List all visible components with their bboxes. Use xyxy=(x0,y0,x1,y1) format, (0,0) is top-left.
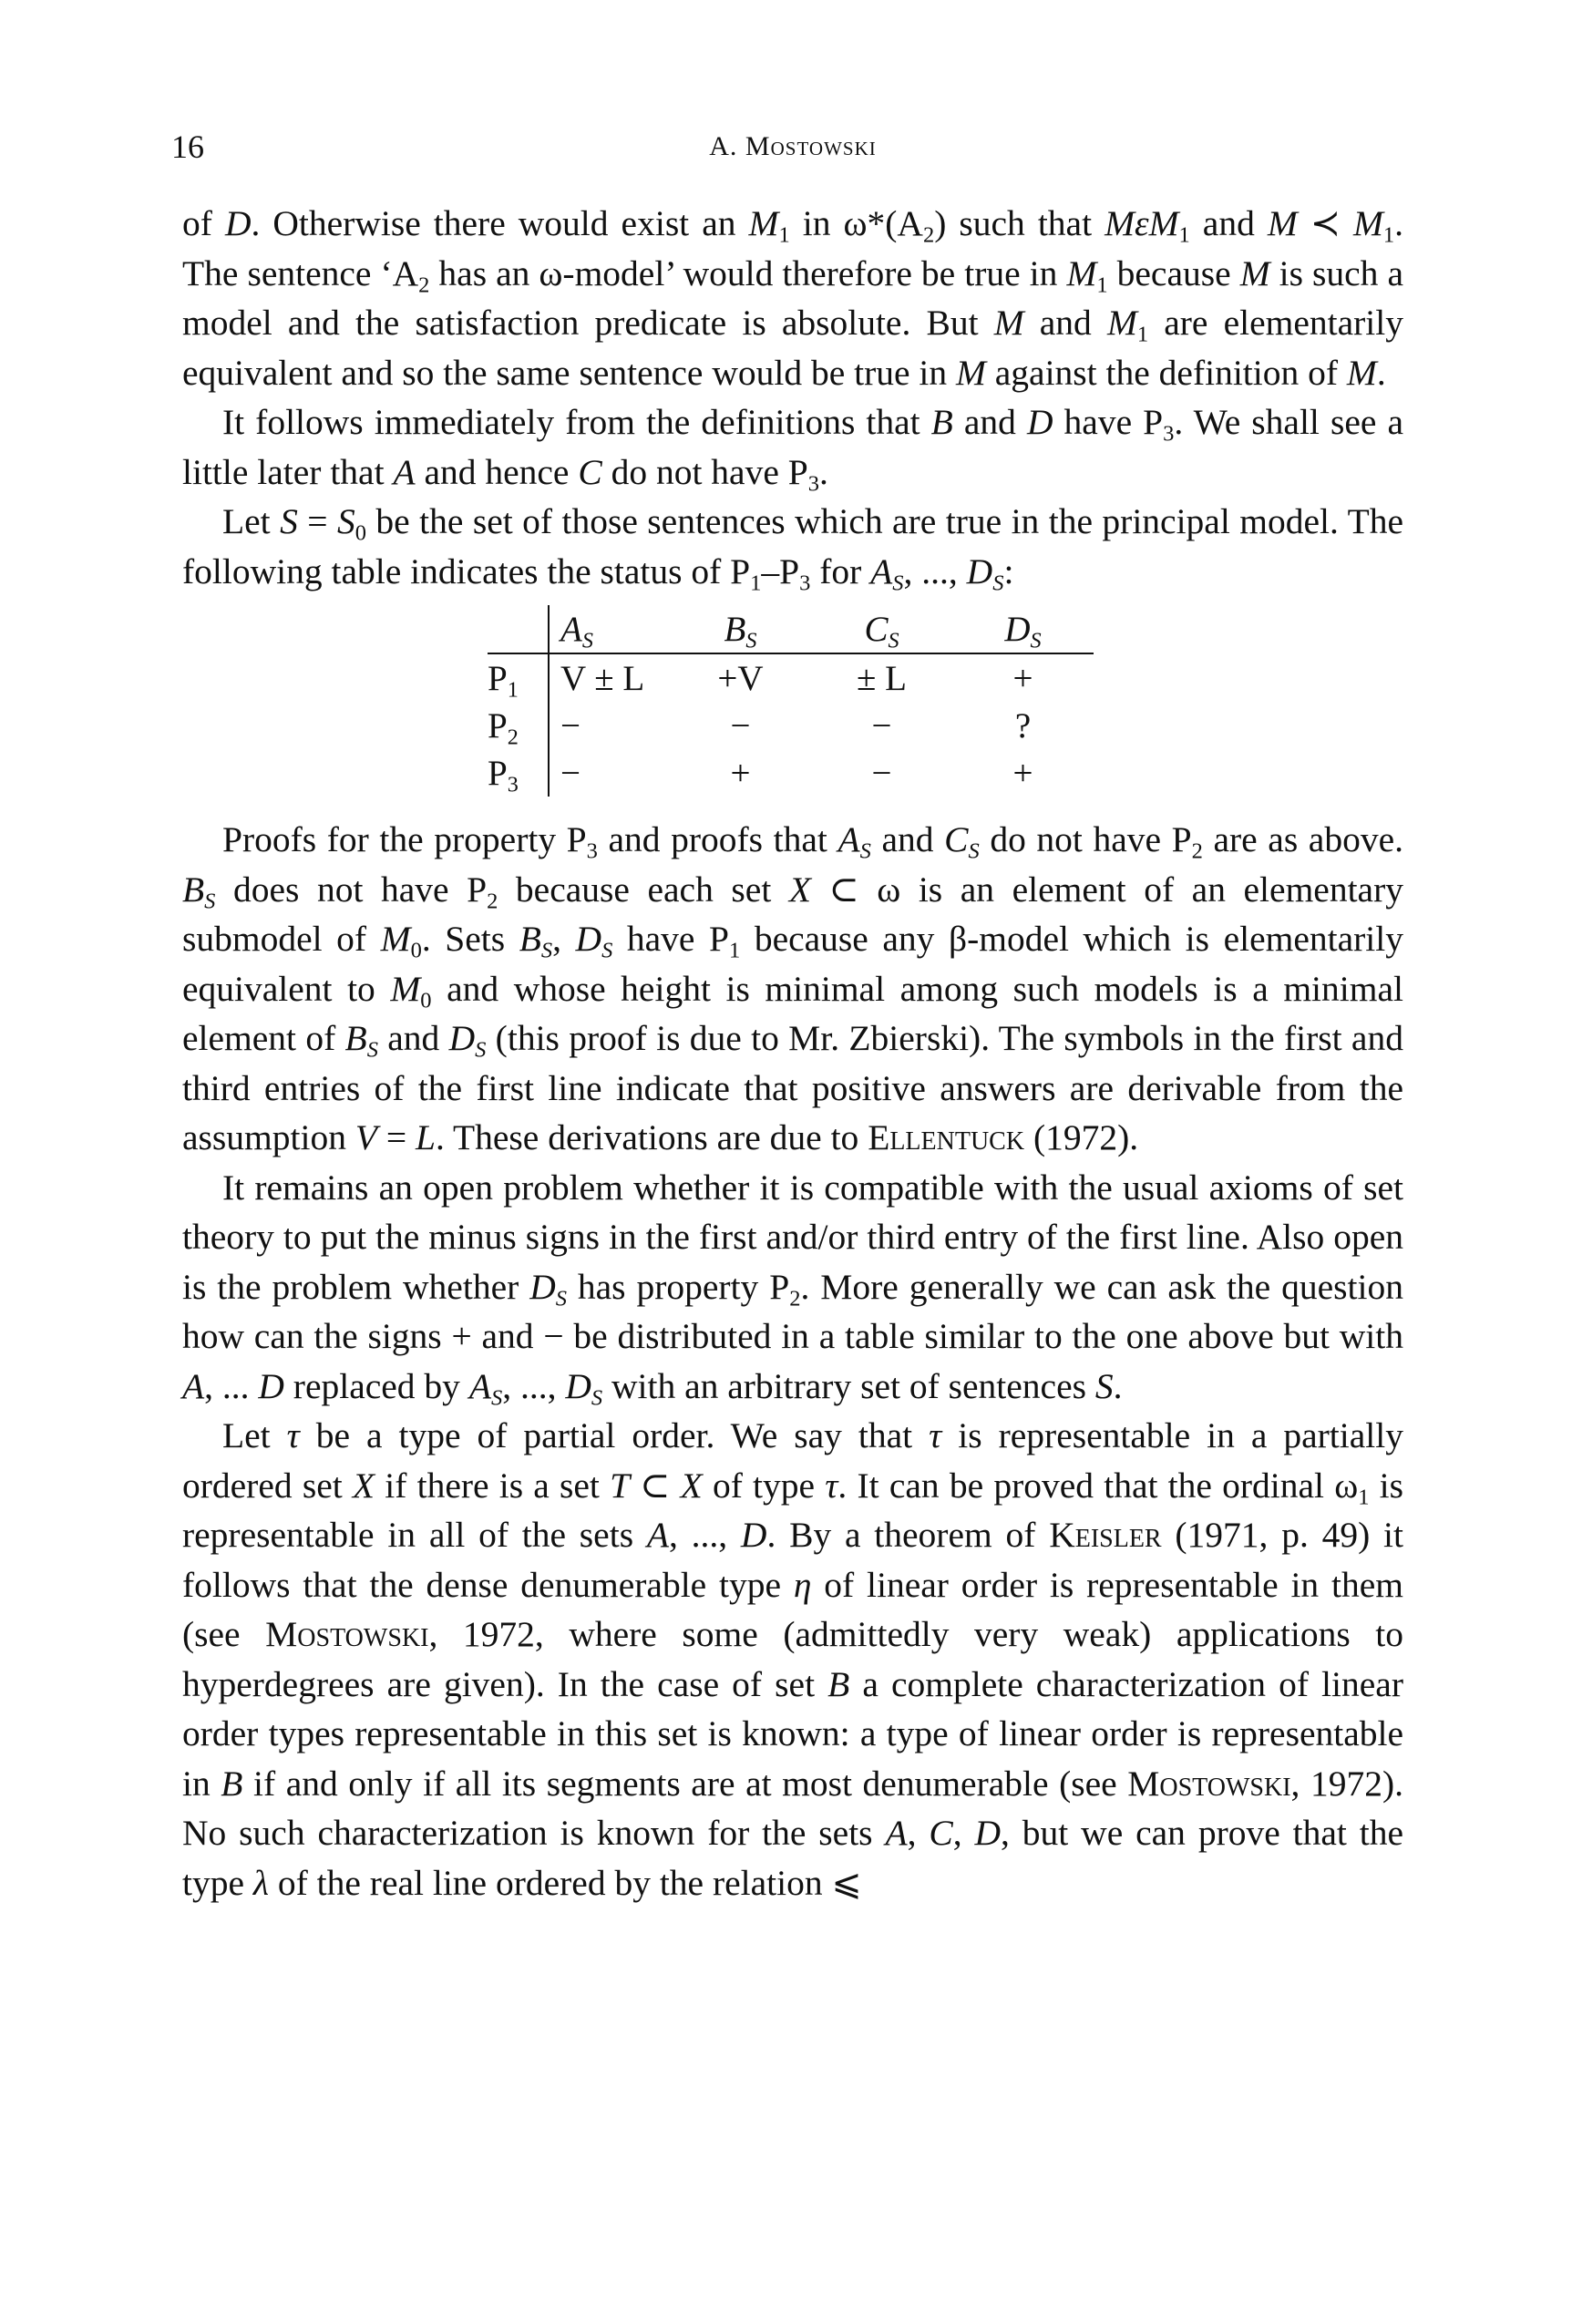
table-row xyxy=(488,653,1094,702)
column-header: $B_S$ xyxy=(670,605,811,653)
table-cell: +V xyxy=(717,658,764,698)
column-header: $C_S$ xyxy=(811,605,952,653)
page-header xyxy=(171,128,1403,173)
row-header: $P_2$ xyxy=(488,702,549,749)
author-citation: Mostowski xyxy=(265,1614,429,1654)
row-header: $P_1$ xyxy=(488,653,549,702)
paragraph: It follows immediately from the definitions that B and D have $P_3$. We shall see a little later that A and hence C do not have $P_3$. xyxy=(182,402,1403,496)
paragraph: of D. Otherwise there would exist an $M_1$ in $\omega*(A_2)$ such that MεM$_1$ and M ≺ $M_1$. The sentence ‘$A_2$ has an ω-model’ would therefore be true in $M_1$ because M is such a model and the satisfaction predicate is absolute. But M and $M_1$ are elementarily equivalent and so the same sentence would be true in M against the definition of M. xyxy=(182,203,1403,393)
table-cell: + xyxy=(730,753,751,793)
table-cell: − xyxy=(871,753,892,793)
table-cell: − xyxy=(560,705,581,746)
table-row xyxy=(488,702,1094,749)
table-header-row xyxy=(488,605,1094,653)
running-head: A. Mostowski xyxy=(709,131,877,161)
table-row xyxy=(488,749,1094,797)
table-cell: − xyxy=(560,753,581,793)
paragraph: Let τ be a type of partial order. We say that τ is representable in a partially ordered set X if there is a set T ⊂ X of type τ. It can be proved that the ordinal $\omega_1$ is representable in all of the sets A, ..., D. By a theorem of Keisler (1971, p. 49) it follows that the dense denumerable type η of linear order is representable in them (see Mostowski, 1972, where some (admittedly very weak) applications to hyperdegrees are given). In the case of set B a complete characterization of linear order types representable in this set is known: a type of linear order is representable in B if and only if all its segments are at most denumerable (see Mostowski, 1972). No such characterization is known for the sets A, C, D, but we can prove that the type λ of the real line ordered by the relation ⩽ xyxy=(182,1415,1404,1903)
status-table-wrapper xyxy=(182,605,1403,797)
column-header: $D_S$ xyxy=(952,605,1094,653)
table-cell: ± L xyxy=(857,658,907,698)
author-citation: Keisler xyxy=(1049,1515,1162,1555)
table-cell: + xyxy=(1012,658,1033,698)
body-text xyxy=(182,199,1403,1908)
table-cell: + xyxy=(1012,753,1033,793)
table-cell: − xyxy=(730,705,751,746)
table-corner xyxy=(488,605,549,653)
table-cell: − xyxy=(871,705,892,746)
column-header: $A_S$ xyxy=(549,605,670,653)
page-number: 16 xyxy=(171,129,204,165)
status-table xyxy=(488,605,1094,797)
table-cell: ? xyxy=(1014,705,1032,746)
author-citation: Ellentuck xyxy=(868,1117,1025,1157)
paragraph: Proofs for the property $P_3$ and proofs that $A_S$ and $C_S$ do not have $P_2$ are as above. $B_S$ does not have $P_2$ because each set X ⊂ ω is an element of an elementary submodel of $M_0$. Sets $B_S$, $D_S$ have $P_1$ because any β-model which is elementarily equivalent to $M_0$ and whose height is minimal among such models is a minimal element of $B_S$ and $D_S$ (this proof is due to Mr. Zbierski). The symbols in the first and third entries of the first line indicate that positive answers are derivable from the assumption V = L. These derivations are due to Ellentuck (1972). xyxy=(182,819,1403,1157)
table-cell: V ± L xyxy=(560,658,645,698)
row-header: $P_3$ xyxy=(488,749,549,797)
paragraph: Let $S = S_0$ be the set of those sentences which are true in the principal model. The following table indicates the status of $P_1-P_3$ for $A_S$, ..., $D_S$: xyxy=(182,501,1403,595)
author-citation: Mostowski xyxy=(1127,1763,1291,1804)
paragraph: It remains an open problem whether it is compatible with the usual axioms of set theory to put the minus signs in the first and/or third entry of the first line. Also open is the problem whether $D_S$ has property $P_2$. More generally we can ask the question how can the signs + and − be distributed in a table similar to the one above but with A, ... D replaced by $A_S$, ..., $D_S$ with an arbitrary set of sentences S. xyxy=(182,1167,1403,1410)
